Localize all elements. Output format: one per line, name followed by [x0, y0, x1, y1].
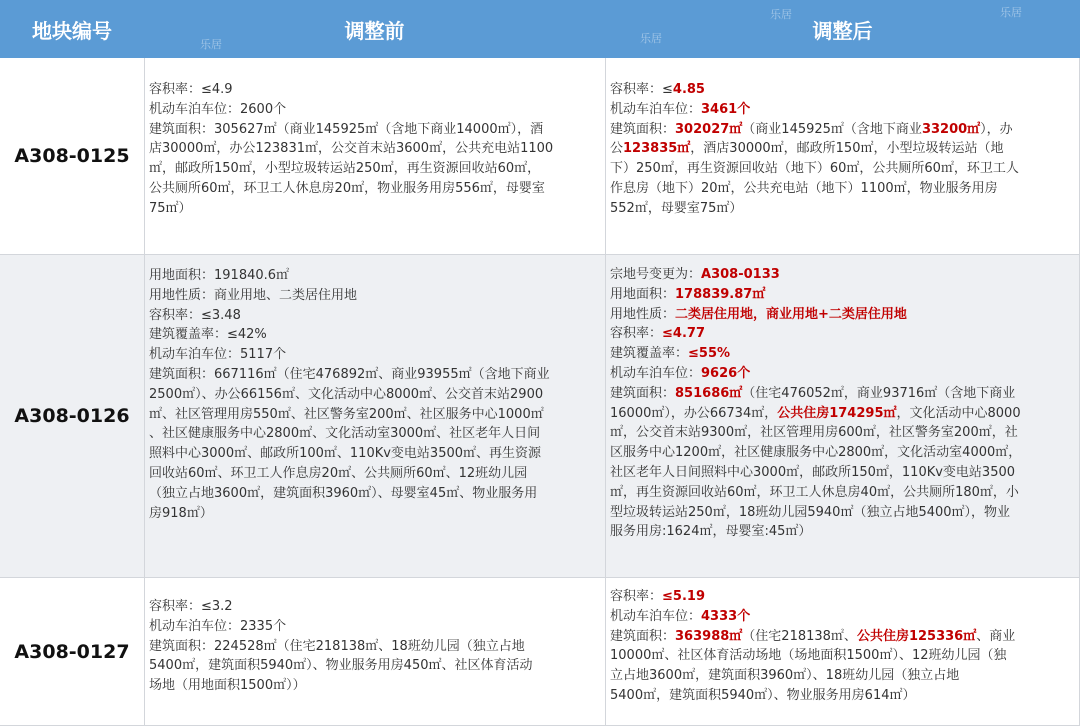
text-segment: 建筑覆盖率： [610, 346, 689, 362]
text-line: 房918㎡） [149, 505, 213, 521]
text-segment: 建筑面积： [610, 385, 676, 401]
text-segment: 552㎡，母婴室75㎡） [610, 200, 743, 216]
text-segment: ㎡，再生资源回收站60㎡，环卫工人休息房40㎡，公共厕所180㎡，小 [610, 484, 1019, 500]
text-line: 回收站60㎡、环卫工人作息房20㎡、公共厕所60㎡、12班幼儿园 [149, 465, 528, 481]
text-segment: 10000㎡、社区体育活动场地（场地面积1500㎡）、12班幼儿园（独 [610, 648, 1007, 664]
row-divider [0, 254, 1080, 255]
text-line [610, 627, 1076, 647]
text-line [610, 463, 1076, 483]
highlighted-change: 363988㎡ [675, 628, 743, 644]
table-header [0, 0, 1080, 58]
text-line: 照料中心3000㎡、邮政所100㎡、110Kv变电站3500㎡、再生资源 [149, 446, 542, 462]
table-row [0, 58, 1080, 254]
text-line [610, 423, 1076, 443]
row-divider [0, 577, 1080, 578]
text-line [610, 384, 1076, 404]
highlighted-change: 33200㎡ [921, 121, 981, 137]
text-line: 机动车泊车位：2335个 [149, 618, 287, 634]
text-line [610, 443, 1076, 463]
text-line: ㎡，邮政所150㎡，小型垃圾转运站250㎡，再生资源回收站60㎡， [149, 161, 541, 177]
text-line: （独立占地3600㎡，建筑面积3960㎡）、母婴室45㎡、物业服务用 [149, 485, 538, 501]
text-line: 用地性质：商业用地、二类居住用地 [149, 287, 358, 303]
text-segment: 建筑面积： [610, 121, 676, 137]
header-after: 调整后 [812, 18, 873, 43]
text-line: 容积率：≤4.9 [149, 82, 233, 97]
text-line [610, 522, 1076, 542]
highlighted-change: 公共住房174295㎡ [777, 405, 897, 421]
text-line [610, 503, 1076, 523]
watermark: 乐居 [640, 32, 662, 45]
text-line: ㎡、社区管理用房550㎡、社区警务室200㎡、社区服务中心1000㎡ [149, 406, 544, 422]
text-line: 建筑面积：667116㎡（住宅476892㎡、商业93955㎡（含地下商业 [149, 366, 550, 382]
highlighted-change: 178839.87㎡ [675, 286, 766, 302]
text-segment: 作息房（地下）20㎡，公共充电站（地下）1100㎡，物业服务用房 [610, 180, 998, 196]
after-cell [610, 265, 1076, 542]
text-segment: 容积率： [610, 589, 663, 604]
text-line: 、社区健康服务中心2800㎡、文化活动室3000㎡、社区老年人日间 [149, 426, 541, 442]
after-cell [610, 587, 1076, 706]
text-segment: 下）250㎡，再生资源回收站（地下）60㎡，公共厕所60㎡，环卫工人 [610, 161, 1019, 177]
text-segment: 5400㎡，建筑面积5940㎡）、物业服务用房614㎡） [610, 687, 916, 703]
text-segment: 容积率： [610, 326, 663, 342]
highlighted-change: 4.85 [672, 82, 705, 97]
text-line [610, 666, 1076, 686]
text-line [610, 646, 1076, 666]
text-segment: 机动车泊车位： [610, 365, 702, 381]
text-line: 5400㎡，建筑面积5940㎡）、物业服务用房450㎡、社区体育活动 [149, 658, 533, 674]
highlighted-change: ≤55% [688, 346, 731, 362]
text-line: 机动车泊车位：2600个 [149, 101, 287, 117]
before-cell [149, 80, 601, 219]
text-segment: 用地性质： [610, 306, 676, 322]
text-segment: （住宅218138㎡、 [742, 628, 857, 644]
text-line: 容积率：≤3.48 [149, 307, 241, 323]
text-line: 机动车泊车位：5117个 [149, 347, 287, 363]
text-line: 公共厕所60㎡，环卫工人休息房20㎡，物业服务用房556㎡，母婴室 [149, 180, 545, 196]
header-before: 调整前 [344, 18, 405, 43]
text-segment: （住宅476052㎡，商业93716㎡（含地下商业 [742, 385, 1016, 401]
highlighted-change: 9626个 [701, 365, 751, 381]
text-line: 75㎡） [149, 200, 192, 216]
watermark: 乐居 [1000, 6, 1022, 19]
text-line [610, 587, 1076, 607]
text-line: 建筑面积：224528㎡（住宅218138㎡、18班幼儿园（独立占地 [149, 638, 525, 654]
table-row [0, 577, 1080, 726]
text-segment: ），办 [980, 121, 1013, 137]
text-line [610, 159, 1076, 179]
text-segment: 、商业 [976, 628, 1016, 644]
text-line: 场地（用地面积1500㎡）） [149, 678, 306, 694]
text-segment: 立占地3600㎡，建筑面积3960㎡）、18班幼儿园（独立占地 [610, 668, 960, 684]
plot-id: A308-0126 [14, 404, 130, 427]
text-line: 2500㎡）、办公66156㎡、文化活动中心8000㎡、公交首末站2900 [149, 386, 544, 402]
text-segment: （商业145925㎡（含地下商业 [742, 121, 922, 137]
table-row [0, 254, 1080, 577]
text-segment: 社区老年人日间照料中心3000㎡，邮政所150㎡，110Kv变电站3500 [610, 464, 1016, 480]
before-cell [149, 597, 601, 696]
plot-id: A308-0125 [14, 145, 130, 167]
text-segment: 机动车泊车位： [610, 101, 702, 117]
text-segment: ，酒店30000㎡，邮政所150㎡，小型垃圾转运站（地 [690, 141, 1004, 157]
highlighted-change: 4333个 [701, 608, 751, 624]
text-segment: 容积率：≤ [610, 82, 673, 97]
highlighted-change: A308-0133 [701, 267, 780, 282]
text-segment: 机动车泊车位： [610, 608, 702, 624]
text-line [610, 199, 1076, 219]
text-segment: 建筑面积： [610, 628, 676, 644]
highlighted-change: ≤4.77 [662, 326, 705, 342]
text-line [610, 139, 1076, 159]
plot-id: A308-0127 [14, 640, 130, 663]
text-line [610, 179, 1076, 199]
text-segment: ，文化活动中心8000 [896, 405, 1021, 421]
highlighted-change: 公共住房125336㎡ [856, 628, 977, 644]
text-line [610, 686, 1076, 706]
text-segment: 16000㎡），办公66734㎡， [610, 405, 778, 421]
text-line [610, 364, 1076, 384]
highlighted-change: 851686㎡ [675, 385, 743, 401]
text-line: 容积率：≤3.2 [149, 599, 233, 614]
text-line [610, 344, 1076, 364]
highlighted-change: 二类居住用地，商业用地+二类居住用地 [675, 306, 907, 322]
before-cell [149, 266, 601, 523]
text-line [610, 404, 1076, 424]
text-segment: 服务用房:1624㎡，母婴室:45㎡） [610, 524, 812, 540]
watermark: 乐居 [200, 38, 222, 51]
text-line [610, 80, 1076, 100]
after-cell [610, 80, 1076, 219]
text-segment: 区服务中心1200㎡，社区健康服务中心2800㎡，文化活动室4000㎡， [610, 445, 1022, 461]
text-line [610, 285, 1076, 305]
text-line: 店30000㎡，办公123831㎡，公交首末站3600㎡，公共充电站1100 [149, 141, 554, 157]
text-line: 建筑面积：305627㎡（商业145925㎡（含地下商业14000㎡），酒 [149, 121, 544, 137]
text-segment: 型垃圾转运站250㎡，18班幼儿园5940㎡（独立占地5400㎡），物业 [610, 504, 1011, 520]
text-line [610, 305, 1076, 325]
highlighted-change: 123835㎡ [623, 141, 691, 157]
column-divider [144, 58, 145, 726]
text-line: 用地面积：191840.6㎡ [149, 268, 290, 283]
text-line [610, 100, 1076, 120]
text-line: 建筑覆盖率：≤42% [149, 327, 267, 343]
column-divider [605, 58, 606, 726]
text-line [610, 607, 1076, 627]
highlighted-change: 302027㎡ [675, 121, 743, 137]
text-segment: 用地面积： [610, 286, 676, 302]
highlighted-change: 3461个 [701, 101, 751, 117]
watermark: 乐居 [770, 8, 792, 21]
text-segment: 公 [610, 141, 624, 157]
text-line [610, 483, 1076, 503]
text-line [610, 324, 1076, 344]
text-line [610, 265, 1076, 285]
text-segment: 宗地号变更为： [610, 267, 702, 282]
text-segment: ㎡，公交首末站9300㎡，社区管理用房600㎡，社区警务室200㎡，社 [610, 425, 1018, 441]
highlighted-change: ≤5.19 [662, 589, 705, 604]
text-line [610, 120, 1076, 140]
header-plot-id: 地块编号 [32, 18, 112, 43]
